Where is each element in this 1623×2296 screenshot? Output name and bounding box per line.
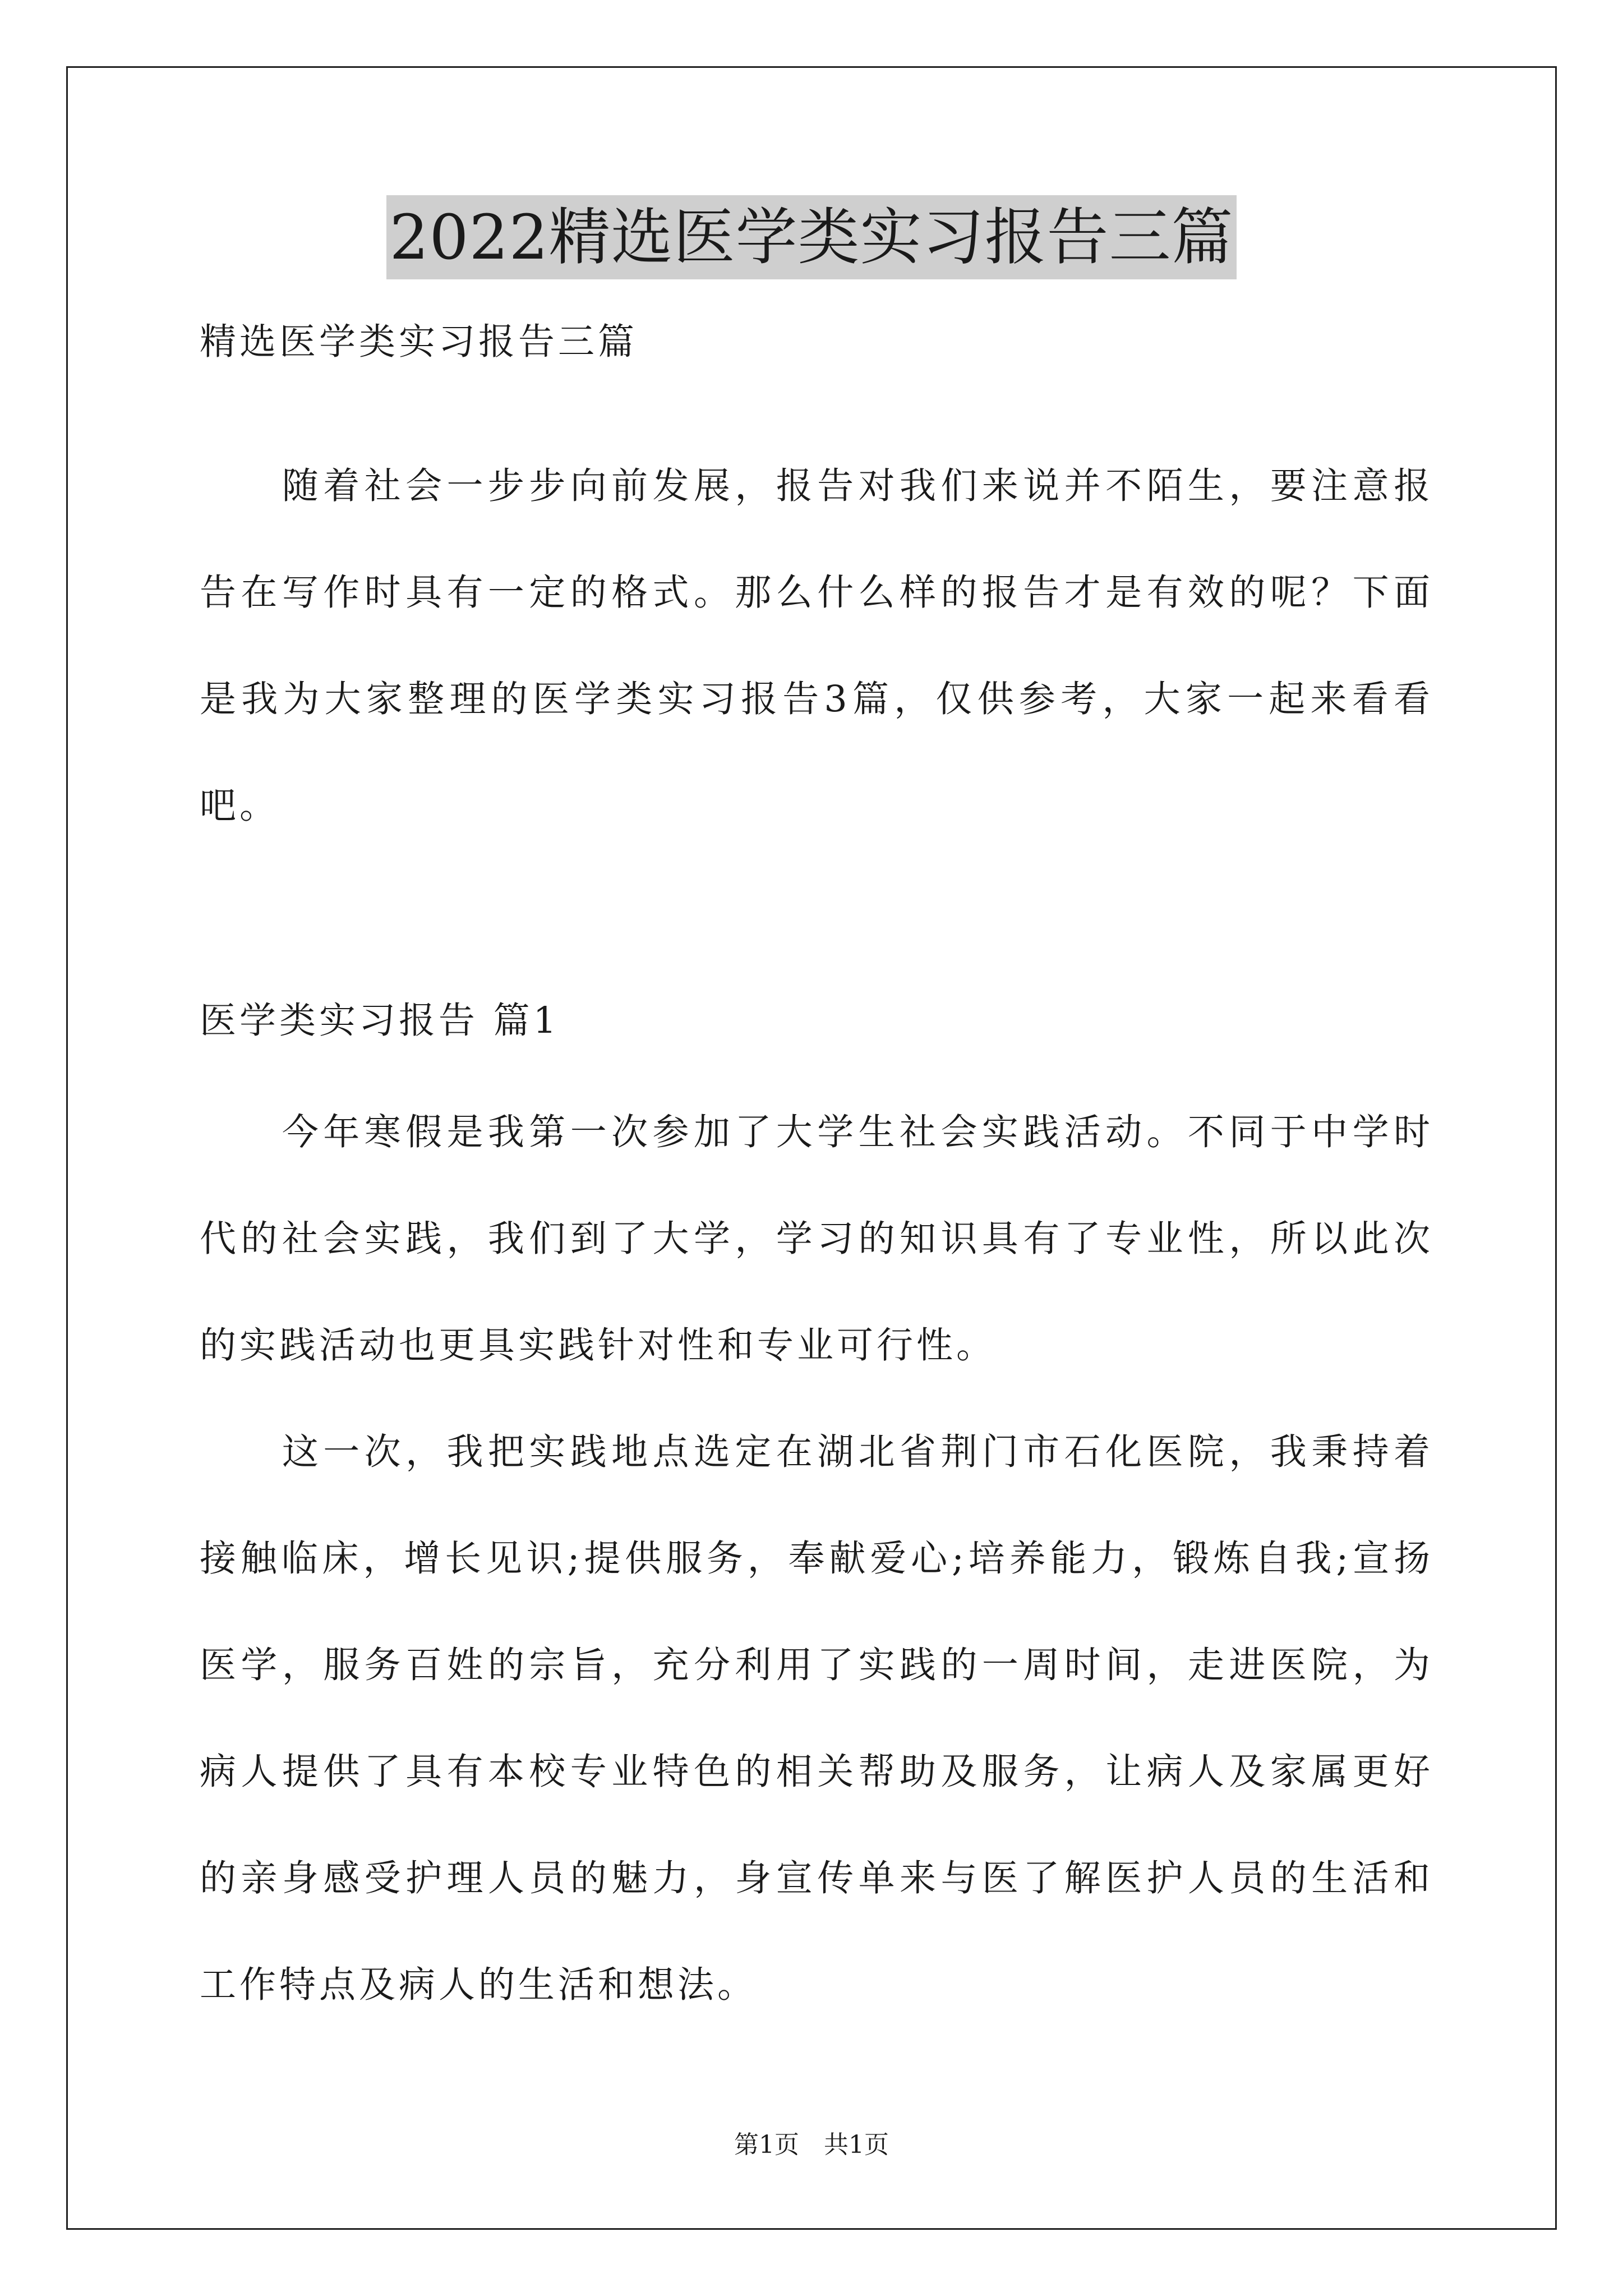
document-title: 2022精选医学类实习报告三篇 [386,195,1237,279]
section-para2-line-3: 医学，服务百姓的宗旨，充分利用了实践的一周时间，走进医院，为 [200,1644,1433,1686]
section-para2-line-6: 工作特点及病人的生活和想法。 [200,1964,758,2006]
section-para2-line-1: 这一次，我把实践地点选定在湖北省荆门市石化医院，我秉持着 [200,1431,1433,1473]
intro-line-3: 是我为大家整理的医学类实习报告3篇，仅供参考，大家一起来看看 [200,678,1433,720]
section-para1-line-2: 代的社会实践，我们到了大学，学习的知识具有了专业性，所以此次 [200,1218,1433,1260]
document-subtitle: 精选医学类实习报告三篇 [200,321,638,363]
title-container [0,195,1623,279]
section-para2-line-2: 接触临床，增长见识;提供服务，奉献爱心;培养能力，锻炼自我;宣扬 [200,1538,1433,1580]
section-para2-line-5: 的亲身感受护理人员的魅力，身宣传单来与医了解医护人员的生活和 [200,1857,1433,1899]
intro-line-2: 告在写作时具有一定的格式。那么什么样的报告才是有效的呢？下面 [200,572,1433,614]
page-footer: 第1页 共1页 [734,2131,889,2159]
intro-line-1: 随着社会一步步向前发展，报告对我们来说并不陌生，要注意报 [200,465,1433,507]
section-heading: 医学类实习报告 篇1 [200,1000,560,1042]
section-para1-line-1: 今年寒假是我第一次参加了大学生社会实践活动。不同于中学时 [200,1111,1433,1153]
intro-line-4: 吧。 [200,785,280,827]
section-para1-line-3: 的实践活动也更具实践针对性和专业可行性。 [200,1324,997,1366]
section-para2-line-4: 病人提供了具有本校专业特色的相关帮助及服务，让病人及家属更好 [200,1751,1433,1793]
